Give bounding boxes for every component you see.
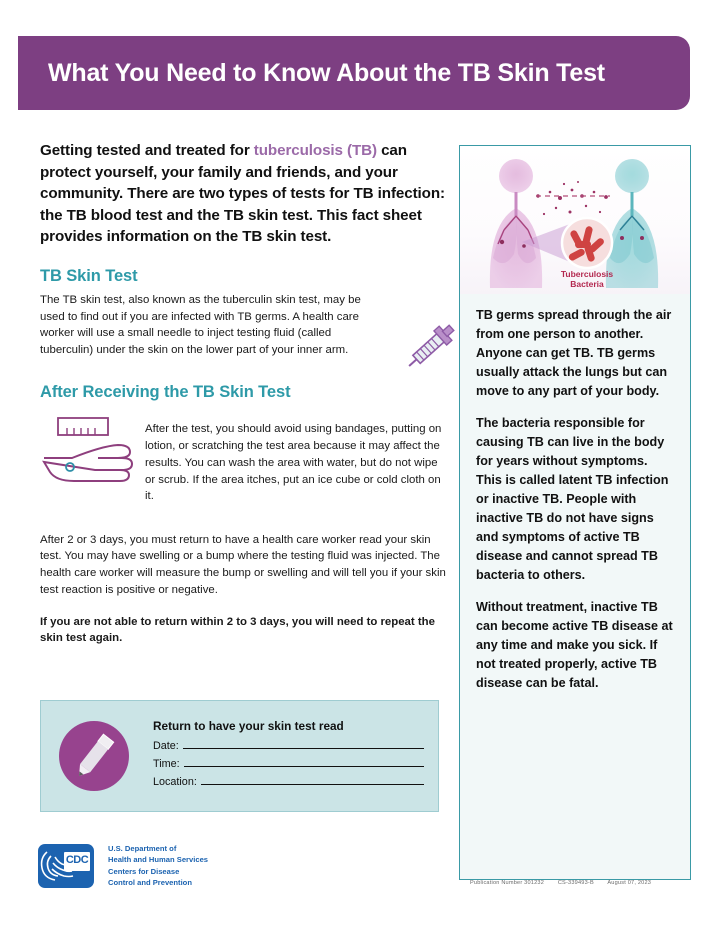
syringe-icon	[400, 314, 462, 380]
date-label: Date:	[153, 739, 179, 752]
sidebar-paragraph-3: Without treatment, inactive TB can become active TB disease at any time and make you sick. If not treated properly, active TB disease can be fatal.	[476, 600, 673, 691]
cs-number: CS-339493-B	[557, 880, 594, 886]
pencil-icon	[59, 721, 129, 791]
sidebar-text	[460, 294, 690, 693]
intro-paragraph	[40, 140, 448, 248]
after-receiving-body: After the test, you should avoid using bandages, putting on lotion, or scratching the test area because it may affect the results. You can wash the area with water, but do not wipe or scrub. If the area itches, put an ice cube or cold cloth on it.	[145, 423, 442, 503]
reminder-title: Return to have your skin test read	[153, 718, 344, 733]
intro-text-before: Getting tested and treated for	[40, 142, 254, 159]
reminder-field-date[interactable]	[153, 740, 424, 752]
sidebar-paragraph-2: The bacteria responsible for causing TB can live in the body for years without symptoms. This is called latent TB infection or inactive TB. People with inactive TB do not have signs and symptoms of active TB disease and cannot spread TB bacteria to others.	[476, 416, 669, 582]
date-write-line[interactable]	[183, 740, 424, 749]
agency-line-2: Health and Human Services	[108, 855, 209, 865]
section-heading-after-receiving: After Receiving the TB Skin Test	[40, 382, 291, 401]
sidebar-panel	[459, 145, 691, 880]
intro-text-after: can protect yourself, your family and friends, and your community. There are two types of tests for TB infection: the TB blood test and the TB skin test. This fact sheet provides information on the TB skin test.	[40, 142, 445, 246]
agency-line-3: Centers for Disease	[108, 866, 180, 876]
publication-date: August 07, 2023	[607, 880, 652, 886]
time-write-line[interactable]	[184, 758, 424, 767]
bacteria-label: Tuberculosis	[560, 269, 614, 279]
reminder-field-time[interactable]	[153, 758, 424, 770]
time-label: Time:	[153, 757, 180, 770]
figure-exposed-person	[606, 159, 658, 288]
agency-name	[108, 843, 208, 889]
agency-line-4: Control and Prevention	[108, 878, 192, 888]
tuberculosis-link[interactable]: tuberculosis (TB)	[253, 142, 377, 159]
skin-test-section	[40, 292, 448, 359]
page-header-banner	[18, 36, 690, 110]
appointment-reminder-box	[40, 700, 439, 812]
hhs-seal-icon	[38, 844, 94, 888]
svg-text:Bacteria: Bacteria	[570, 279, 604, 289]
after-receiving-paragraph-2: After 2 or 3 days, you must return to have a health care worker read your skin test. You may have swelling or a bump where the testing fluid was injected. The health care worker will measure the bump or swelling and will tell you if your skin test reaction is positive or negative.	[40, 533, 446, 596]
publication-info	[470, 880, 663, 886]
agency-line-1: U.S. Department of	[108, 844, 177, 853]
hand-with-ruler-icon	[40, 412, 135, 488]
tb-transmission-illustration	[460, 146, 690, 294]
cdc-wordmark: CDC	[64, 852, 90, 871]
left-column	[40, 140, 448, 647]
sidebar-paragraph-1: TB germs spread through the air from one person to another. Anyone can get TB. TB germs usually attack the lungs but can move to any part of your body.	[476, 308, 672, 398]
footer-logo-group	[38, 843, 208, 889]
publication-number: Publication Number 301232	[470, 880, 545, 886]
after-receiving-paragraph-3: If you are not able to return within 2 to 3 days, you will need to repeat the skin test again.	[40, 615, 435, 645]
after-receiving-block	[40, 410, 448, 517]
reminder-fields	[129, 719, 438, 794]
location-write-line[interactable]	[201, 776, 424, 785]
figure-infected-person	[490, 159, 542, 288]
section-heading-tb-skin-test: TB Skin Test	[40, 266, 138, 285]
airborne-droplets	[536, 181, 608, 215]
reminder-field-location[interactable]	[153, 776, 424, 788]
page-title: What You Need to Know About the TB Skin Test	[48, 58, 605, 87]
skin-test-body: The TB skin test, also known as the tuberculin skin test, may be used to find out if you are infected with TB germs. A health care worker will use a small needle to inject testing fluid (called tuberculin) under the skin on the lower part of your inner arm.	[40, 293, 361, 357]
location-label: Location:	[153, 775, 197, 788]
